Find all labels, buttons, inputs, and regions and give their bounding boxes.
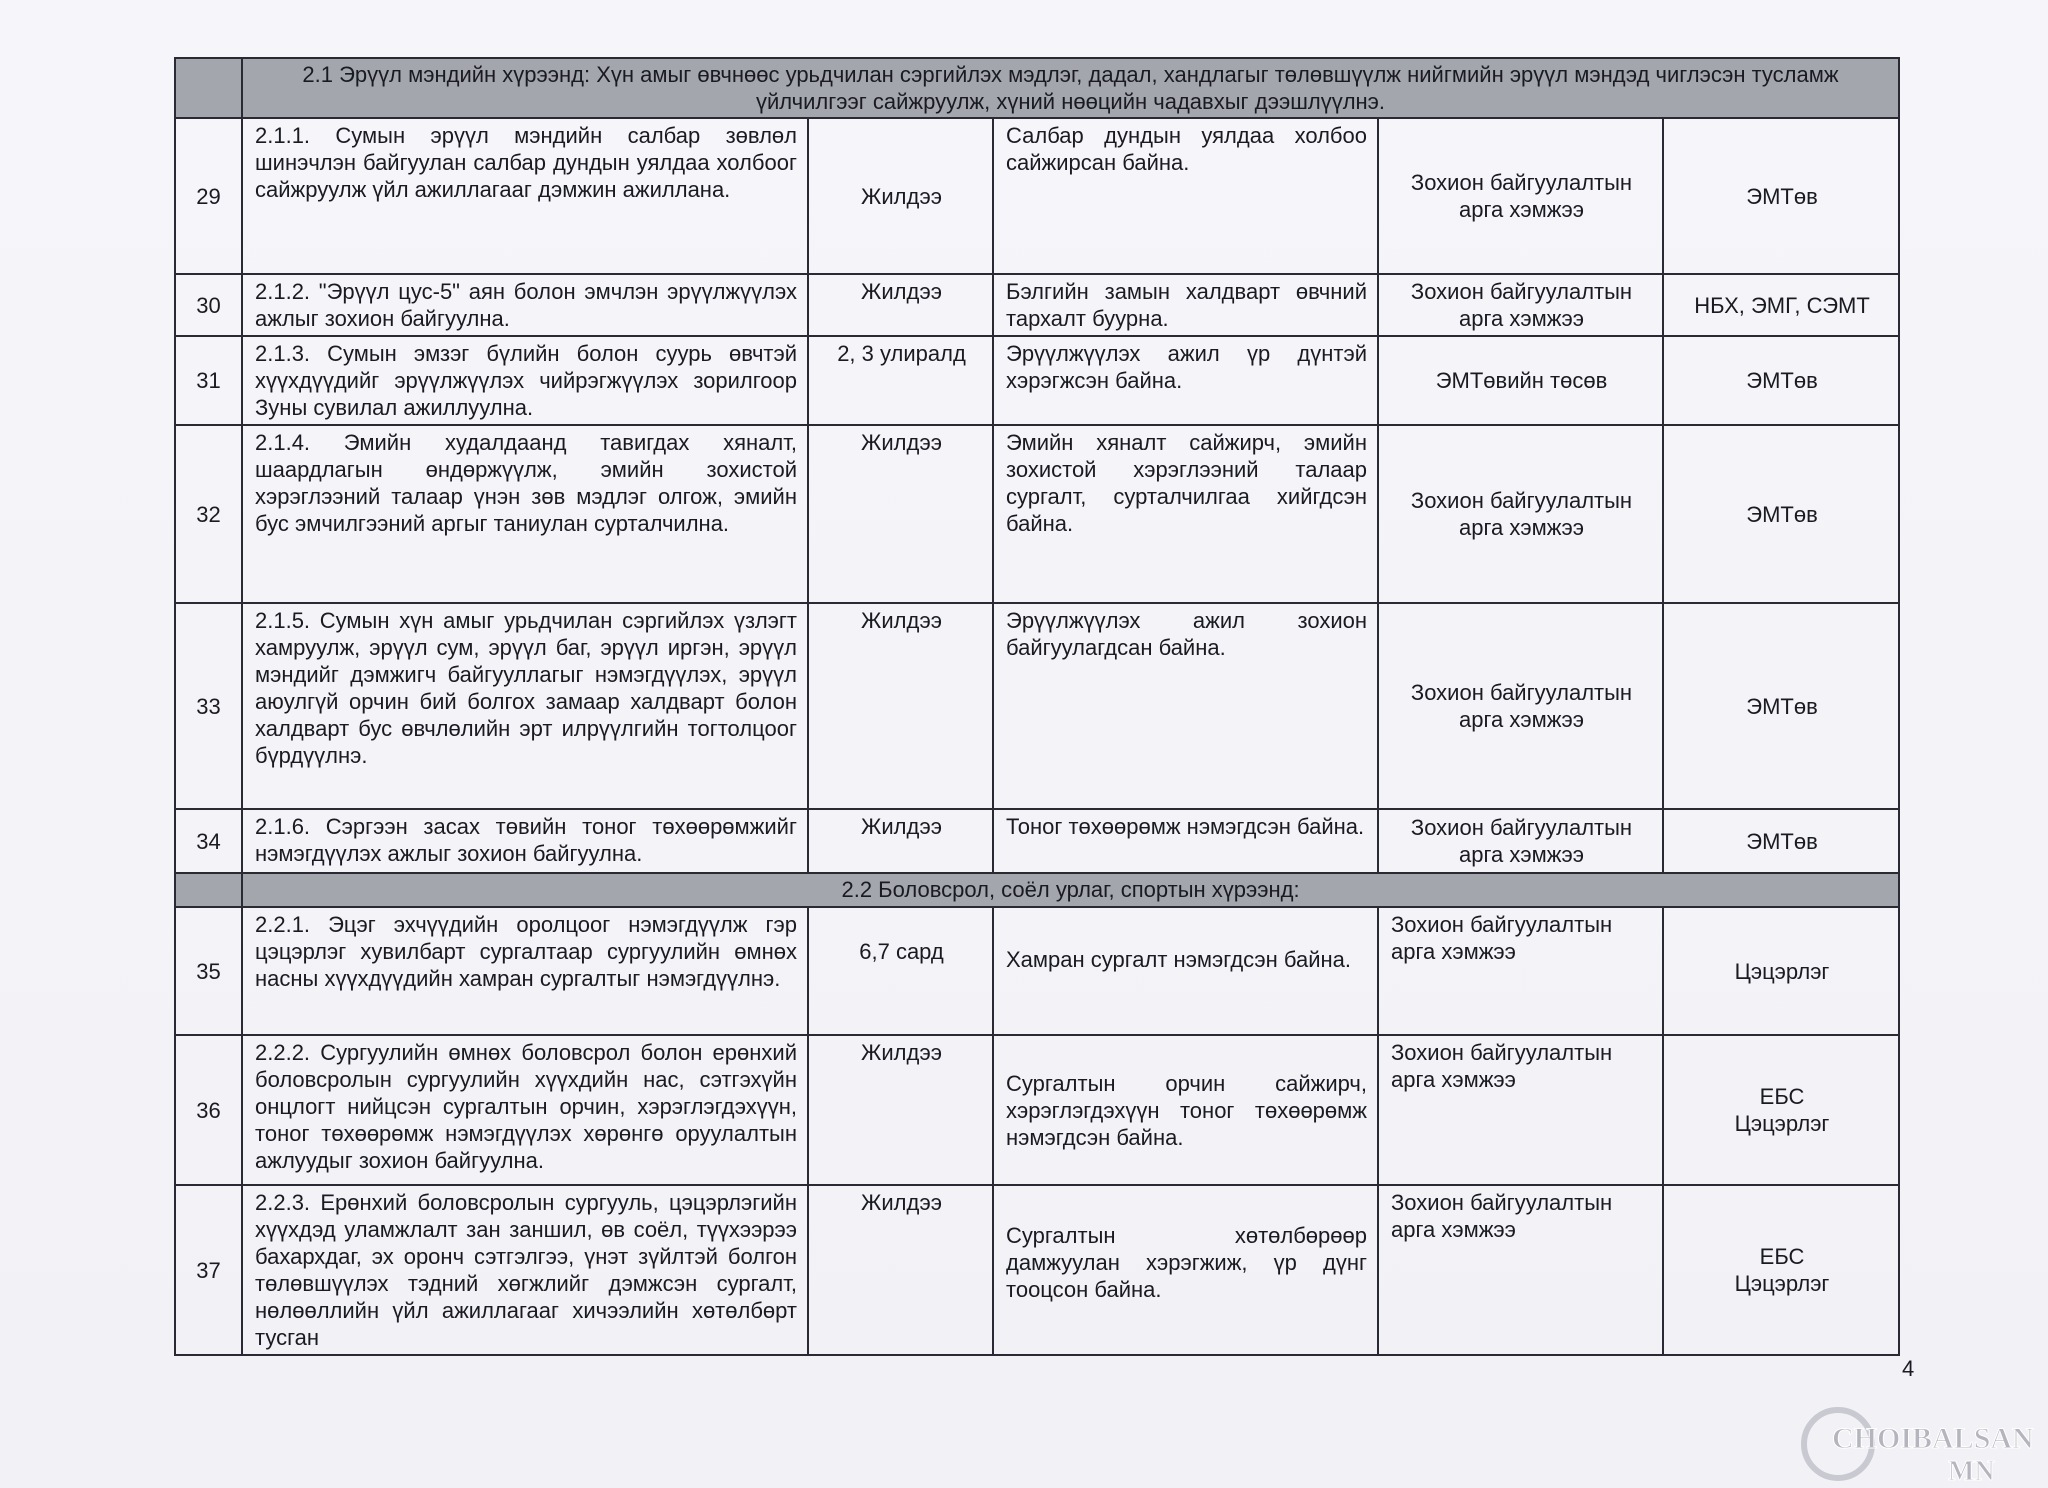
row-number: 31 [175, 336, 242, 425]
table-row [175, 425, 1899, 603]
funding-cell: Зохион байгуулалтын арга хэмжээ [1378, 274, 1663, 336]
timeline-cell: Жилдээ [808, 1035, 993, 1185]
section-num-cell [175, 873, 242, 907]
result-cell: Эрүүлжүүлэх ажил үр дүнтэй хэрэгжсэн байна. [993, 336, 1378, 425]
responsible-line: Цэцэрлэг [1734, 1111, 1830, 1136]
responsible-cell: ЭМТөв [1663, 336, 1899, 425]
section-title: 2.2 Боловсрол, соёл урлаг, спортын хүрээнд: [242, 873, 1899, 907]
row-number: 34 [175, 809, 242, 873]
timeline-cell: Жилдээ [808, 425, 993, 603]
row-number: 29 [175, 118, 242, 274]
responsible-cell: Цэцэрлэг [1663, 907, 1899, 1035]
task-cell: 2.2.2. Сургуулийн өмнөх боловсрол болон ерөнхий боловсролын сургуулийн хүүхдийн нас, сэтгэхүйн онцлогт нийцсэн сургалтын орчин, хэрэглэгдэхүүн, тоног төхөөрөмж нэмэгдүүлэх хөрөнгө оруулалтын ажлуудыг зохион байгуулна. [242, 1035, 808, 1185]
responsible-cell: ЭМТөв [1663, 425, 1899, 603]
funding-cell: Зохион байгуулалтын арга хэмжээ [1378, 603, 1663, 809]
result-cell: Сургалтын орчин сайжирч, хэрэглэгдэхүүн тоног төхөөрөмж нэмэгдсэн байна. [993, 1035, 1378, 1185]
timeline-cell: 6,7 сард [808, 907, 993, 1035]
row-number: 36 [175, 1035, 242, 1185]
table-row [175, 1185, 1899, 1355]
table-row [175, 907, 1899, 1035]
table-row [175, 603, 1899, 809]
table-row [175, 274, 1899, 336]
task-cell: 2.2.3. Ерөнхий боловсролын сургууль, цэцэрлэгийн хүүхдэд уламжлалт зан заншил, өв соёл, түүхээрээ бахархдаг, эх оронч сэтгэлгээ, үнэт зүйлтэй болгон төлөвшүүлэх тэдний хөгжлийг дэмжсэн сургалт, нөлөөллийн үйл ажиллагааг хичээлийн хөтөлбөрт тусган [242, 1185, 808, 1355]
choibalsan-watermark-logo [1798, 1402, 2046, 1484]
result-cell: Эрүүлжүүлэх ажил зохион байгуулагдсан байна. [993, 603, 1378, 809]
row-number: 32 [175, 425, 242, 603]
task-cell: 2.1.5. Сумын хүн амыг урьдчилан сэргийлэх үзлэгт хамруулж, эрүүл сум, эрүүл баг, эрүүл иргэн, эрүүл мэндийг дэмжигч байгууллагыг нэмэгдүүлэх, эрүүл аюулгүй орчин бий болгох замаар халдварт болон халдварт бус өвчлөлийн эрт илрүүлгийн тогтолцоог бүрдүүлнэ. [242, 603, 808, 809]
task-cell: 2.1.2. "Эрүүл цус-5" аян болон эмчлэн эрүүлжүүлэх ажлыг зохион байгуулна. [242, 274, 808, 336]
funding-cell: Зохион байгуулалтын арга хэмжээ [1378, 1185, 1663, 1355]
row-number: 33 [175, 603, 242, 809]
funding-cell: Зохион байгуулалтын арга хэмжээ [1378, 809, 1663, 873]
watermark-text: CHOIBALSAN [1832, 1422, 2034, 1455]
responsible-cell [1663, 1185, 1899, 1355]
row-number: 30 [175, 274, 242, 336]
funding-cell: Зохион байгуулалтын арга хэмжээ [1378, 907, 1663, 1035]
funding-cell: Зохион байгуулалтын арга хэмжээ [1378, 425, 1663, 603]
section-header-education [175, 873, 1899, 907]
page-number: 4 [1902, 1356, 1915, 1381]
result-cell: Салбар дундын уялдаа холбоо сайжирсан байна. [993, 118, 1378, 274]
row-number: 35 [175, 907, 242, 1035]
task-cell: 2.1.4. Эмийн худалдаанд тавигдах хяналт, шаардлагын өндөржүүлж, эмийн зохистой хэрэглээний талаар үнэн зөв мэдлэг олгож, эмийн бус эмчилгээний аргыг таниулан сурталчилна. [242, 425, 808, 603]
responsible-line: ЕБС [1759, 1244, 1805, 1269]
section-header-health [175, 58, 1899, 118]
task-cell: 2.1.6. Сэргээн засах төвийн тоног төхөөрөмжийг нэмэгдүүлэх ажлыг зохион байгуулна. [242, 809, 808, 873]
responsible-line: Цэцэрлэг [1734, 1271, 1830, 1296]
task-cell: 2.1.3. Сумын эмзэг бүлийн болон суурь өвчтэй хүүхдүүдийг эрүүлжүүлэх чийрэгжүүлэх зорилгоор Зуны сувилал ажиллуулна. [242, 336, 808, 425]
responsible-cell: ЭМТөв [1663, 118, 1899, 274]
timeline-cell: Жилдээ [808, 274, 993, 336]
timeline-cell: Жилдээ [808, 603, 993, 809]
responsible-cell: ЭМТөв [1663, 603, 1899, 809]
result-cell: Бэлгийн замын халдварт өвчний тархалт буурна. [993, 274, 1378, 336]
funding-cell: Зохион байгуулалтын арга хэмжээ [1378, 118, 1663, 274]
section-title: 2.1 Эрүүл мэндийн хүрээнд: Хүн амыг өвчнөөс урьдчилан сэргийлэх мэдлэг, дадал, хандлагыг төлөвшүүлж нийгмийн эрүүл мэндэд чиглэсэн тусламж үйлчилгээг сайжруулж, хүний нөөцийн чадавхыг дээшлүүлнэ. [242, 58, 1899, 118]
action-plan-table [174, 57, 1900, 1356]
timeline-cell: Жилдээ [808, 118, 993, 274]
responsible-line: ЕБС [1759, 1084, 1805, 1109]
timeline-cell: 2, 3 улиралд [808, 336, 993, 425]
task-cell: 2.2.1. Эцэг эхчүүдийн оролцоог нэмэгдүүлж гэр цэцэрлэг хувилбарт сургалтаар сургуулийн өмнөх насны хүүхдүүдийн хамран сургалтыг нэмэгдүүлнэ. [242, 907, 808, 1035]
table-row [175, 336, 1899, 425]
result-cell: Тоног төхөөрөмж нэмэгдсэн байна. [993, 809, 1378, 873]
timeline-cell: Жилдээ [808, 1185, 993, 1355]
responsible-cell [1663, 1035, 1899, 1185]
result-cell: Хамран сургалт нэмэгдсэн байна. [993, 907, 1378, 1035]
section-num-cell [175, 58, 242, 118]
result-cell: Сургалтын хөтөлбөрөөр дамжуулан хэрэгжиж, үр дүнг тооцсон байна. [993, 1185, 1378, 1355]
funding-cell: Зохион байгуулалтын арга хэмжээ [1378, 1035, 1663, 1185]
row-number: 37 [175, 1185, 242, 1355]
table-row [175, 1035, 1899, 1185]
task-cell: 2.1.1. Сумын эрүүл мэндийн салбар зөвлөл шинэчлэн байгуулан салбар дундын уялдаа холбоог сайжруулж үйл ажиллагааг дэмжин ажиллана. [242, 118, 808, 274]
timeline-cell: Жилдээ [808, 809, 993, 873]
watermark-domain: MN [1948, 1456, 1995, 1484]
table-row [175, 118, 1899, 274]
table-row [175, 809, 1899, 873]
funding-cell: ЭМТөвийн төсөв [1378, 336, 1663, 425]
result-cell: Эмийн хяналт сайжирч, эмийн зохистой хэрэглээний талаар сургалт, сурталчилгаа хийгдсэн байна. [993, 425, 1378, 603]
responsible-cell: ЭМТөв [1663, 809, 1899, 873]
responsible-cell: НБХ, ЭМГ, СЭМТ [1663, 274, 1899, 336]
